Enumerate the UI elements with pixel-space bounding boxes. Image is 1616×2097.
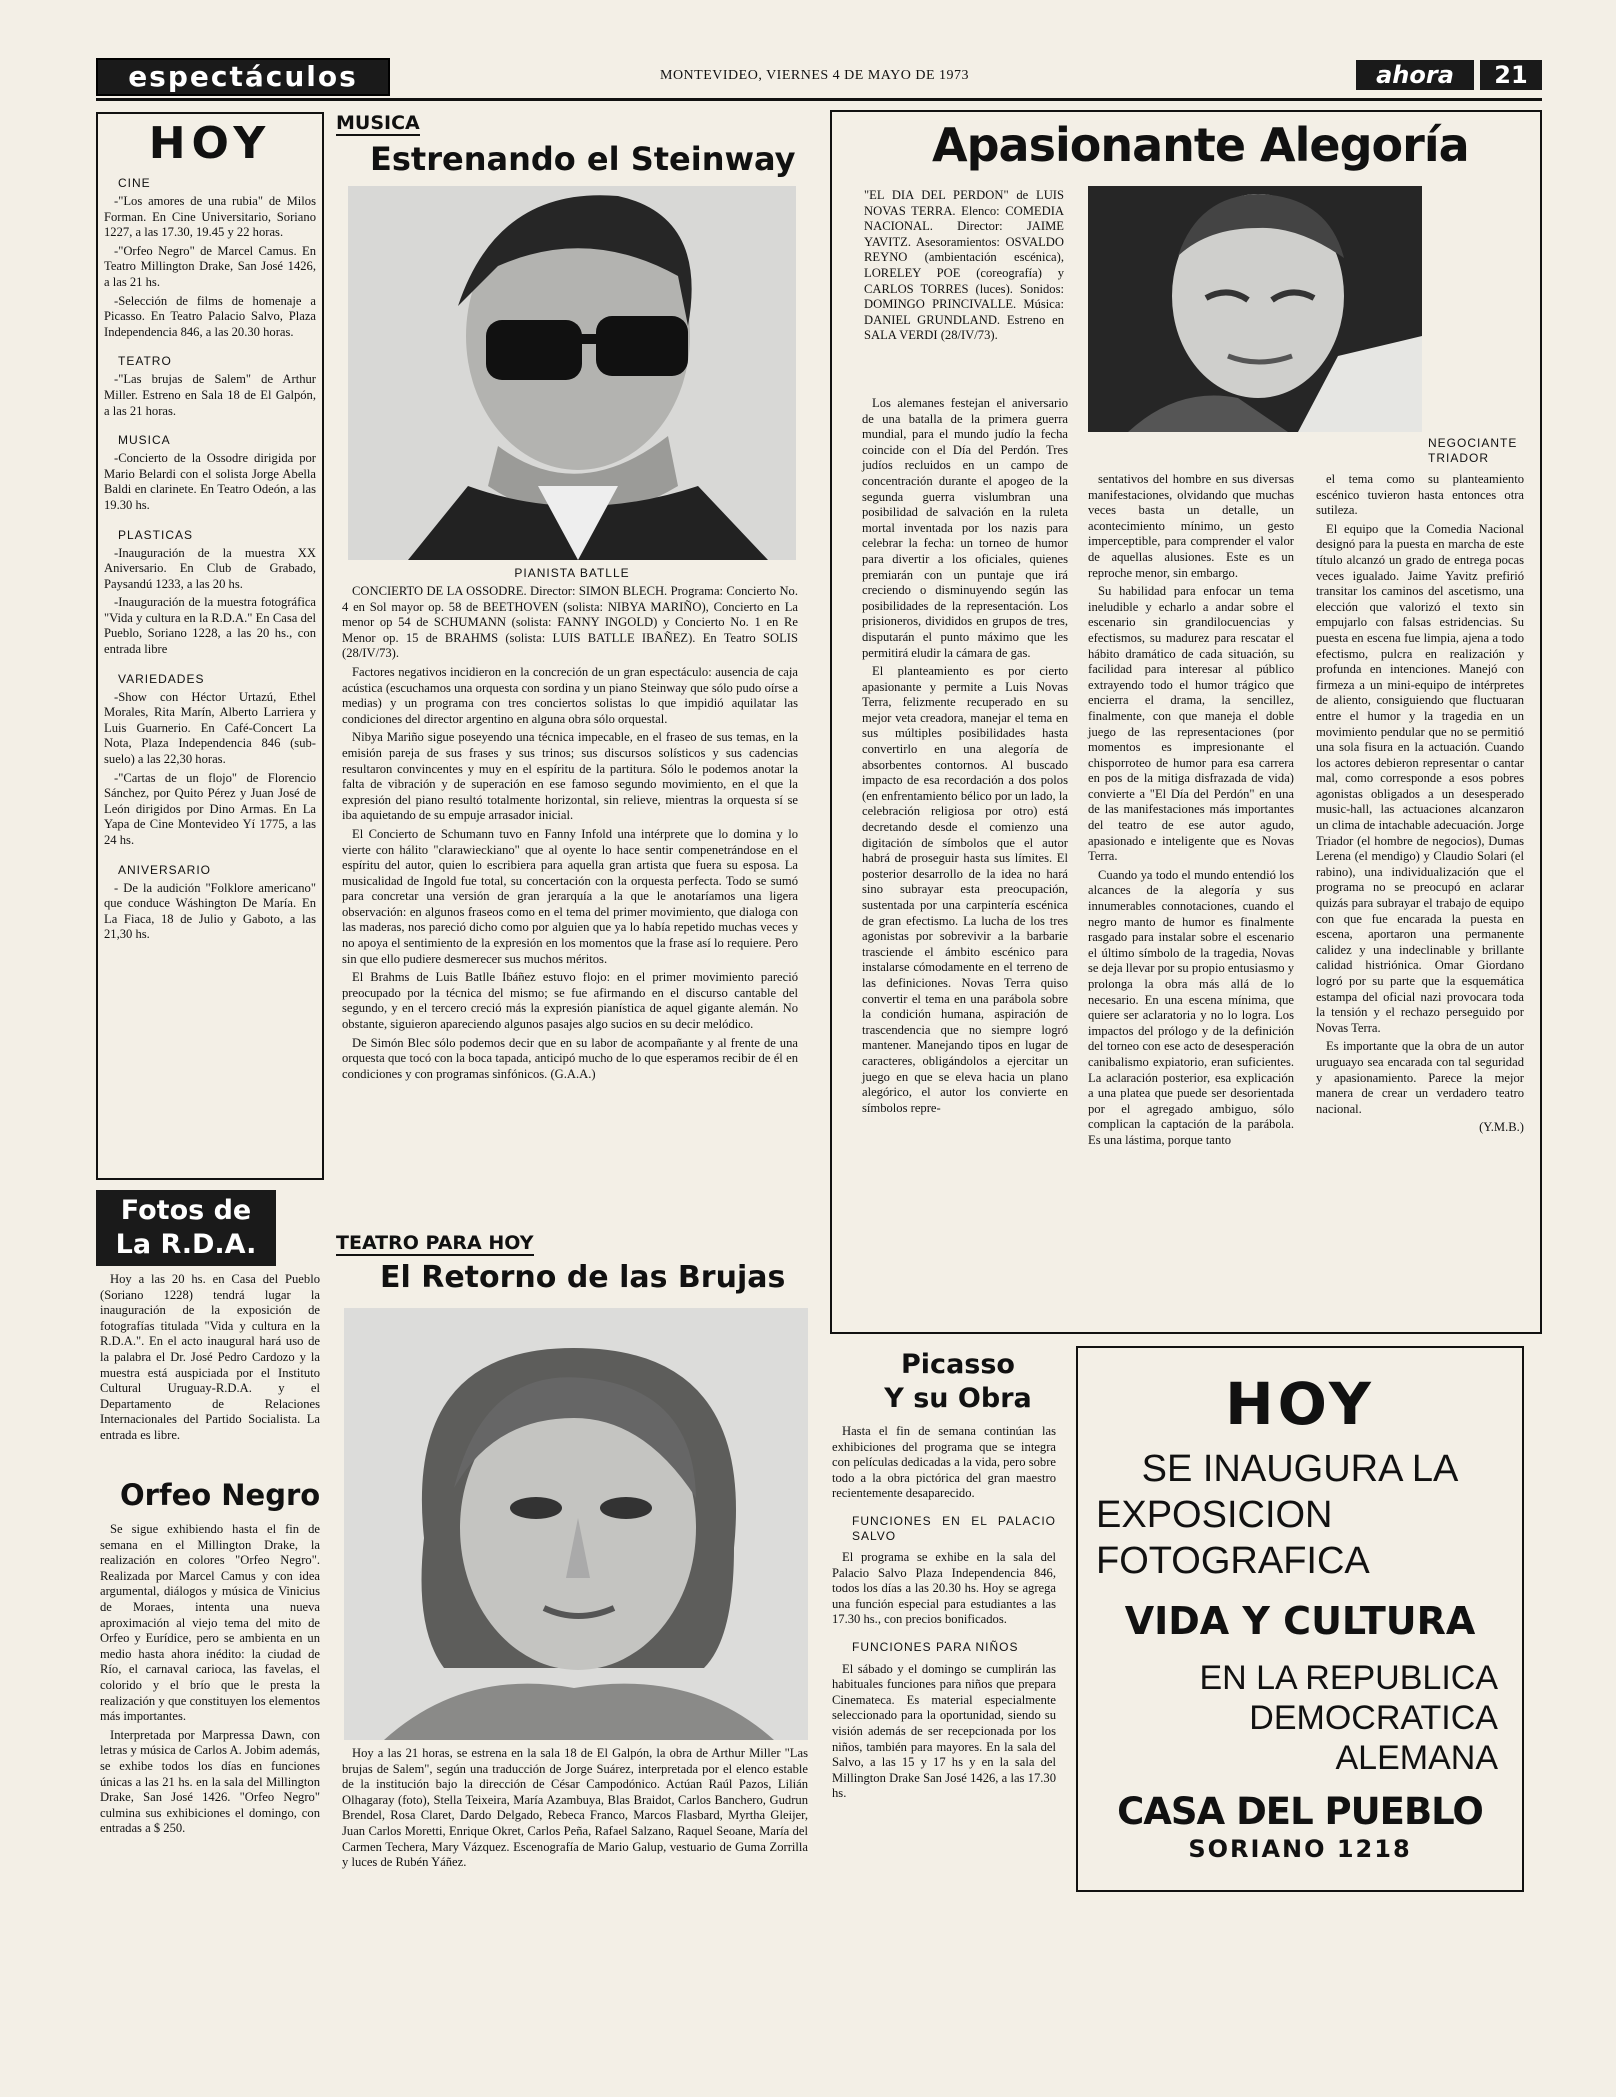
page-number xyxy=(1480,60,1542,90)
picasso-p1: El programa se exhibe en la sala del Palacio Salvo Plaza Independencia 846, todos los días a las 20.30 hs. Hoy se agrega una función especial para estudiantes a las 17.30 hs., con precios bonificados. xyxy=(832,1549,1056,1627)
brand-name: ahora xyxy=(1376,61,1454,89)
paragraph: Su habilidad para enfocar un tema ineludible y echarlo a andar sobre el escenario sin grandilocuencias y efectismos, su madurez para rescatar el hábito dramático de cada situación, su facilidad para interesar al público extrayendo todo el humor trágico que encierra el drama, la sencillez, finalmente, con que maneja el doble juego de las representaciones (por momentos es impresionante el chisporroteo de humor para esa carrera en pos de la mitiga disfrazada de vida) convierte a "El Día del Perdón" en una de las manifestaciones más importantes del teatro de ese autor agudo, apasionado e inteligente que es Novas Terra. xyxy=(1088,584,1294,864)
actress-photo-art xyxy=(344,1308,808,1740)
ad-line9: SORIANO 1218 xyxy=(1188,1835,1412,1863)
paragraph: El Brahms de Luis Batlle Ibáñez estuvo flojo: en el primer movimiento pareció preocupado por la técnica del mismo; se fue afirmando en el discurso cantable del segundo, y en el tercero creció más la expresión pianística de aquel gigante alemán. No obstante, siguieron apareciendo algunos pasajes algo sucios en su decir melódico. xyxy=(342,970,798,1032)
fotos-rda-banner xyxy=(96,1190,276,1266)
listing-item: -Show con Héctor Urtazú, Ethel Morales, Rita Marín, Alberto Larriera y Luis Guarnerio. En Café-Concert La Nota, Plaza Independencia 846 (sub-suelo) a las 22,30 horas. xyxy=(104,689,316,767)
alegoria-column-1 xyxy=(862,396,1068,1119)
picasso-intro: Hasta el fin de semana continúan las exhibiciones del programa que se integra con películas dedicadas a la vida, pero sobre todo a la obra pictórica del gran maestro recientemente desaparecido. xyxy=(832,1424,1056,1501)
fotos-rda-title-1: Fotos de xyxy=(120,1195,252,1226)
paragraph: El Concierto de Schumann tuvo en Fanny Infold una intérprete que lo domina y lo vierte con hálito "clarawieckiano" que al oyente lo hace sentir compenetrándose en el espíritu del autor, quien lo escribiera para aquella gran artista que fuera su esposa. La musicalidad de Ingold fue total, su concertación con la orquesta perfecta. Todo se sumó para concretar una versión de gran jerarquía a la que le anotaríamos una ligera observación: en algunos fraseos como en el tema del primer movimiento, que dialoga con las maderas, nos pareció dicho como por alguien que ya lo había repetido muchas veces y no apoya el sentimiento de la expresión en los momentos que la frase así lo requiere. Pero sin que ello pudiere desmerecer sus muchos méritos. xyxy=(342,826,798,966)
hoy-title: HOY xyxy=(148,118,272,169)
listing-item: -Inauguración de la muestra fotográfica "Vida y cultura en la R.D.A." En Casa del Pueblo, Soriano 1228, a las 20 hs., con entrada libre xyxy=(104,595,316,657)
teatro-list xyxy=(104,372,316,419)
pianist-photo xyxy=(348,186,796,560)
listing-item: -Concierto de la Ossodre dirigida por Mario Belardi con el solista Jorge Abella Baldi en clarinete. En Teatro Odeón, a las 19.30 hs. xyxy=(104,451,316,512)
teatro-label: TEATRO xyxy=(118,354,172,369)
listing-item: -"Cartas de un flojo" de Florencio Sánchez, por Quito Pérez y Juan José de León dirigidos por Dino Armas. En La Yapa de Cine Montevideo Yí 1775, a las 24 hs. xyxy=(104,770,316,847)
paragraph: el tema como su planteamiento escénico tuvieron hasta entonces otra sutileza. xyxy=(1316,472,1524,518)
paragraph: Los alemanes festejan el aniversario de una batalla de la primera guerra mundial, para el mundo judío la fecha coincide con el Día del Perdón. Tres judíos recluidos en un campo de concentración durante el apogeo de la segunda guerra vislumbran una posibilidad de salvación en la ruleta mortal inventada por los nazis para celebrar la fecha: un torneo de humor para divertir a los oficiales, quienes premiarán con un puntaje que irá creciendo o disminuyendo según las posibilidades de la representación. Los prisioneros, divididos en grupos de tres, disputarán el punto máximo que les permitirá eludir la cámara de gas. xyxy=(862,396,1068,660)
listing-item: -Selección de films de homenaje a Picasso. En Teatro Palacio Salvo, Plaza Independencia 846, a las 20.30 horas. xyxy=(104,293,316,339)
musica-list xyxy=(104,451,316,513)
aniversario-list xyxy=(104,881,316,943)
paragraph: Cuando ya todo el mundo entendió los alcances de la alegoría y sus innumerables connotaciones, cuando el negro manto de humor es finalmente rasgado para instalar sobre el escenario el último símbolo de la tragedia, Novas se deja llevar por su propio entusiasmo y prolonga la obra más allá de lo necesario. En una escena mínima, que quiere ser aclaratoria y no lo logra. Los impactos del prólogo y de la definición del torneo con ese acto de desesperación canibalismo expiatorio, eran suficientes. La aclaración posterior, esa explicación a una platea que puede ser desorientada por el agregado ambiguo, sólo complican la captación de la parábola. Es una lástima, porque tanto xyxy=(1088,867,1295,1147)
steinway-body xyxy=(342,584,798,1085)
pianist-photo-art xyxy=(348,186,796,560)
ad-line7: ALEMANA xyxy=(1335,1739,1498,1777)
brujas-title: El Retorno de las Brujas xyxy=(380,1260,786,1295)
paragraph: (Y.M.B.) xyxy=(1479,1120,1524,1135)
hoy-listings-box xyxy=(96,112,324,1180)
paragraph: Nibya Mariño sigue poseyendo una técnica impecable, en el fraseo de sus temas, en la emisión pareja de sus frases y sus trinos; sus discursos solísticos y sus cadencias resultaron convincentes y muy en el espíritu de la partitura. Sólo le podemos anotar la falta de vibración y de superación en ese famoso segundo movimiento, en el que la expresión del piano resultó totalmente horizontal, sin relieve, mientras la orquesta sí se iba aquietando de su empuje arrasador inicial. xyxy=(342,730,798,823)
plasticas-list xyxy=(104,546,316,658)
ad-line6: DEMOCRATICA xyxy=(1249,1699,1498,1737)
paragraph: Factores negativos incidieron en la concreción de un gran espectáculo: ausencia de caja acústica (escuchamos una orquesta con sordina y un piano Steinway que sólo pudo oírse a medias) y un programa con tres conciertos solistas lo que impidió aquilatar las condiciones del director argentino en alguna obra sólo orquestal. xyxy=(342,664,798,726)
alegoria-column-2 xyxy=(1088,472,1294,1152)
brujas-text: Hoy a las 21 horas, se estrena en la sala 18 de El Galpón, la obra de Arthur Miller "Las brujas de Salem", según una traducción de Jorge Suárez, interpretada por el elenco estable de la institución bajo la dirección de César Campodónico. Actúan Raúl Pazos, Lilián Olhagaray (foto), Stella Teixeira, María Azambuya, Blas Braidot, Carlos Banchero, Gudrun Brendel, Rosa Claret, Dardo Delgado, Rebeca Franco, Marcos Flasbard, Myrtha Gleijer, Juan Carlos Moretti, Enrique Okret, Carlos Peña, Rafael Salzano, Raquel Seoane, María del Carmen Techera, Mary Vázquez. Escenografía de Mario Galup, vestuario de Guma Zorrilla y luces de Rubén Yáñez. xyxy=(342,1746,808,1870)
paragraph: El equipo que la Comedia Nacional designó para la puesta en marcha de este título alcanzó un grado de entrega pocas veces igualado. Jaime Yavitz prefirió transitar los caminos del ascetismo, una elección que valorizó el texto sin empujarlo con falsas estridencias. Su puesta en escena fue limpia, ajena a todo efectismo, pulcra en realización y profunda en intenciones. Manejó con firmeza a un mini-equipo de intérpretes de aliento, consiguiendo que fluctuaran entre el humor y la tragedia en un movimiento pendular que no se permitió una sola fisura en la actuación. Cuando los actores debieron representar o cantar mal, como corresponde a esos pobres agonistas obligados a un desesperado music-hall, las actuaciones alcanzaron un clima de intachable adecuación. Jorge Triador (el hombre de negocios), Dumas Lerena (el mendigo) y Claudio Solari (el rabino), una individualización que el programa no se preocupó en aclarar quizás para subrayar el trabajo de equipo con que fue encarada la puesta en escena, aportaron una permanente calidez y una indeclinable y brillante calidad histriónica. Omar Giordano logró por su parte que la esquemática estampa del oficial nazi provocara toda la tensión y el rechazo perseguido por Novas Terra. xyxy=(1316,521,1524,1035)
paragraph: De Simón Blec sólo podemos decir que en su labor de acompañante y al frente de una orquesta que tocó con la boca tapada, anticipó mucho de lo que esperamos recibir de él en condiciones y con programas sinfónicos. (G.A.A.) xyxy=(342,1035,798,1081)
dateline: MONTEVIDEO, VIERNES 4 DE MAYO DE 1973 xyxy=(660,68,969,83)
steinway-title: Estrenando el Steinway xyxy=(370,140,796,178)
ad-line2: EXPOSICION xyxy=(1096,1494,1333,1536)
alegoria-column-3 xyxy=(1316,472,1524,1139)
section-title: espectáculos xyxy=(128,60,358,93)
listing-item: -"Las brujas de Salem" de Arthur Miller. Estreno en Sala 18 de El Galpón, a las 21 horas. xyxy=(104,372,316,418)
paragraph: Es importante que la obra de un autor uruguayo sea encarada con tal seguridad y apasionamiento. Parece la mejor manera de crear un verdadero teatro nacional. xyxy=(1316,1039,1524,1116)
ad-line5: EN LA REPUBLICA xyxy=(1199,1659,1498,1697)
page-number-text: 21 xyxy=(1494,61,1528,89)
picasso-title-2: Y su Obra xyxy=(884,1383,1032,1414)
brujas-body xyxy=(342,1746,808,1874)
variedades-label: VARIEDADES xyxy=(118,671,205,686)
fotos-rda-body xyxy=(100,1272,320,1447)
cine-list xyxy=(104,194,316,340)
ad-line1: SE INAUGURA LA xyxy=(1141,1448,1459,1490)
pianist-caption: PIANISTA BATLLE xyxy=(514,566,630,580)
picasso-title xyxy=(848,1348,1068,1416)
section-banner xyxy=(96,58,390,96)
fotos-rda-text: Hoy a las 20 hs. en Casa del Pueblo (Soriano 1228) tendrá lugar la inauguración de la exposición de fotografías titulada "Vida y cultura en la R.D.A.". En el acto inaugural hará uso de la palabra el Dr. José Pedro Cardozo y la muestra está auspiciada por el Instituto Cultural Uruguay-R.D.A. y el Departamento de Relaciones Internacionales del Partido Socialista. La entrada es libre. xyxy=(100,1272,320,1442)
brand-logo xyxy=(1356,60,1474,90)
ad-line3: FOTOGRAFICA xyxy=(1096,1540,1370,1582)
picasso-body xyxy=(832,1424,1056,1805)
variedades-list xyxy=(104,690,316,849)
picasso-title-1: Picasso xyxy=(901,1349,1015,1380)
paragraph: sentativos del hombre en sus diversas manifestaciones, olvidando que muchas veces basta un detalle, un acontecimiento mínimo, un gesto imperceptible, para comprender el valor de aquellas alusiones. Este es un reproche menor, sin embargo. xyxy=(1088,472,1294,580)
ad-title: HOY xyxy=(1225,1370,1375,1438)
ad-line4: VIDA Y CULTURA xyxy=(1124,1599,1476,1643)
paragraph: El planteamiento es por cierto apasionante y permite a Luis Novas Terra, felizmente recuperado en su mejor veta creadora, manejar el tema en sus múltiples posibilidades hasta convertirlo en una alegoría de absorbentes contornos. Al buscado impacto de esa recordación a dos polos (en enfrentamiento bélico por un lado, la celebración religiosa por otro) está decretando desde el comienzo una digitación de símbolos que el autor habrá de proseguir hasta sus límites. El posterior desarrollo de la idea no hará sino subrayar esta preocupación, sustentada por una carpintería escénica de gran efectismo. La lucha de los tres agonistas por sobrevivir a la barbarie trasciende el ámbito escénico para instalarse cómodamente en el terreno de las definiciones. Novas Terra quiso convertir el tema en una parábola sobre la condición humana, aspiración de trascendencia que no siempre logró mantener. Manejando tipos en lugar de caracteres, obligándolos a ejercitar un juego en que se eleva hacia un plano alegórico, el autor los convierte en símbolos repre- xyxy=(862,664,1068,1115)
listing-item: -"Los amores de una rubia" de Milos Forman. En Cine Universitario, Soriano 1227, a las 17.30, 19.45 y 22 horas. xyxy=(104,194,316,240)
fotos-rda-title-2: La R.D.A. xyxy=(115,1229,257,1260)
alegoria-credits-text: "EL DIA DEL PERDON" de LUIS NOVAS TERRA. Elenco: COMEDIA NACIONAL. Director: JAIME YAVITZ. Asesoramientos: OSVALDO REYNO (ambientación escénica), LORELEY POE (coreografía) y CARLOS TORRES (luces). Sonidos: DOMINGO PRINCIVALLE. Música: DANIEL GRUNDLAND. Estreno en SALA VERDI (28/IV/73). xyxy=(864,188,1064,343)
paragraph: CONCIERTO DE LA OSSODRE. Director: SIMON BLECH. Programa: Concierto No. 4 en Sol mayor op. 58 de BEETHOVEN (solista: NIBYA MARIÑO), Concierto en La menor op 54 de SCHUMANN (solista: FANNY INGOLD) y Concierto No. 1 en Re Menor op. 15 de BRAHMS (solista: LUIS BATLLE IBAÑEZ). En Teatro SOLIS (28/IV/73). xyxy=(342,584,798,661)
aniversario-label: ANIVERSARIO xyxy=(118,862,212,877)
brujas-kicker: TEATRO PARA HOY xyxy=(336,1232,534,1254)
orfeo-title: Orfeo Negro xyxy=(120,1478,321,1512)
ad-line8: CASA DEL PUEBLO xyxy=(1117,1790,1483,1833)
plasticas-label: PLASTICAS xyxy=(118,527,194,542)
listing-item: -Inauguración de la muestra XX Aniversario. En Club de Grabado, Paysandú 1233, a las 20 hs. xyxy=(104,545,316,591)
musica-label: MUSICA xyxy=(118,433,171,448)
listing-item: - De la audición "Folklore americano" que conduce Wáshington De María. En La Fiaca, 18 de Julio y Gaboto, a las 21,30 hs. xyxy=(104,880,316,942)
picasso-p2: El sábado y el domingo se cumplirán las habituales funciones para niños que prepara Cinemateca. Es material especialmente seleccionado para la oportunidad, siendo su visión además de ser recepcionada por los niños, también para mayores. En la sala del Salvo, a las 15 y 17 hs y en la sala del Millington Drake San José 1426, a las 17.30 hs. xyxy=(832,1661,1056,1801)
picasso-sub1: FUNCIONES EN EL PALACIO SALVO xyxy=(852,1513,1056,1543)
alegoria-title: Apasionante Alegoría xyxy=(932,118,1469,172)
actor-photo xyxy=(1088,186,1422,432)
actor-caption: NEGOCIANTE TRIADOR xyxy=(1428,436,1518,465)
actress-photo xyxy=(344,1308,808,1740)
exhibition-ad xyxy=(1076,1346,1524,1892)
steinway-kicker: MUSICA xyxy=(336,112,420,134)
header-rule xyxy=(96,98,1542,101)
cine-label: CINE xyxy=(118,176,151,190)
listing-item: -"Orfeo Negro" de Marcel Camus. En Teatro Millington Drake, San José 1426, a las 21 hs. xyxy=(104,243,316,289)
picasso-sub2: FUNCIONES PARA NIÑOS xyxy=(852,1639,1019,1654)
paragraph: Interpretada por Marpressa Dawn, con letras y música de Carlos A. Jobim además, se exhibe todos los días en funciones únicas a las 21 hs. en la sala del Millington Drake, San José 1426. "Orfeo Negro" culmina sus exhibiciones el domingo, con entradas a $ 250. xyxy=(100,1727,320,1836)
orfeo-body xyxy=(100,1522,320,1840)
alegoria-credits xyxy=(864,188,1064,347)
actor-photo-art xyxy=(1088,186,1422,432)
paragraph: Se sigue exhibiendo hasta el fin de semana en el Millington Drake, la realización en colores "Orfeo Negro". Realizada por Marcel Camus y con idea argumental, diálogos y música de Vinicius de Moraes, intenta una nueva aproximación al viejo tema del mito de Orfeo y Eurídice, pero se ambienta en un medio hasta ahora inédito: la ciudad de Río, el carnaval carioca, las favelas, el colorido y el brío que le presta la realización y que constituyen los elementos más importantes. xyxy=(100,1522,320,1724)
